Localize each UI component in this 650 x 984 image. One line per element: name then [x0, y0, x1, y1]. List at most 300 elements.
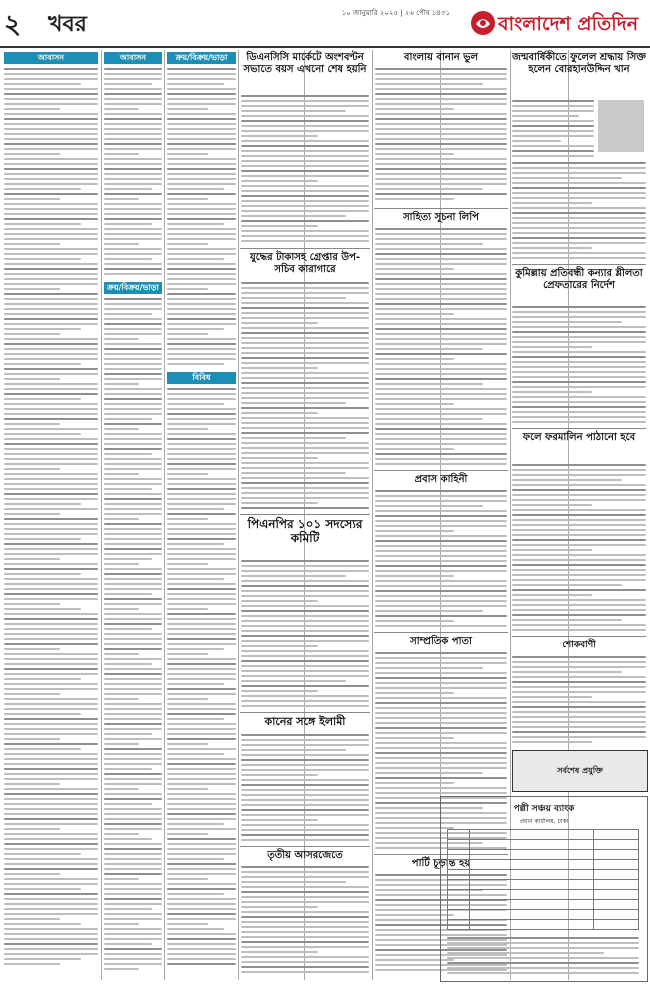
text-line	[512, 167, 646, 169]
text-line	[241, 759, 369, 761]
text-line	[512, 192, 646, 194]
text-line	[167, 908, 236, 910]
text-line	[4, 643, 98, 645]
table-row	[448, 890, 639, 900]
text-line	[104, 468, 162, 470]
text-line	[167, 488, 236, 490]
text-line	[512, 361, 646, 363]
text-line	[241, 941, 369, 943]
text-line	[512, 182, 646, 184]
text-line	[512, 609, 646, 611]
text-line	[241, 432, 369, 434]
text-line	[241, 896, 369, 898]
text-line	[512, 671, 622, 673]
text-line	[167, 473, 208, 475]
text-line	[447, 967, 639, 969]
text-line	[241, 457, 318, 459]
text-line	[4, 723, 98, 725]
text-line	[104, 448, 162, 450]
classified-head-1: আবাসন	[4, 52, 98, 64]
text-line	[241, 871, 369, 873]
text-line	[4, 308, 98, 310]
text-line	[104, 698, 139, 700]
text-line	[104, 348, 162, 350]
text-line	[512, 376, 646, 378]
table-cell	[593, 840, 638, 850]
text-line	[4, 793, 98, 795]
text-line	[512, 396, 646, 398]
text-line	[375, 253, 507, 255]
text-line	[512, 494, 646, 496]
text-line	[375, 418, 483, 420]
text-line	[375, 318, 507, 320]
text-line	[4, 363, 81, 365]
text-line	[104, 718, 162, 720]
text-line	[241, 452, 369, 454]
notice-table	[447, 829, 639, 930]
text-line	[167, 108, 208, 110]
text-line	[104, 68, 162, 70]
text-line	[104, 758, 162, 760]
story-headline-8: তৃতীয় আসরজেতে	[267, 850, 343, 861]
text-line	[512, 731, 646, 733]
table-cell	[448, 850, 470, 860]
text-line	[375, 620, 454, 622]
text-line	[375, 428, 507, 430]
text-line	[241, 605, 369, 607]
table-cell	[593, 910, 638, 920]
text-line	[4, 88, 98, 90]
text-line	[167, 708, 236, 710]
text-line	[512, 232, 646, 234]
text-line	[167, 443, 236, 445]
text-line	[375, 258, 507, 260]
text-line	[104, 528, 162, 530]
text-line	[512, 346, 592, 348]
text-line	[104, 148, 162, 150]
text-line	[4, 713, 81, 715]
text-line	[241, 829, 369, 831]
text-line	[241, 487, 369, 489]
text-line	[241, 307, 369, 309]
text-line	[104, 493, 162, 495]
text-line	[241, 789, 369, 791]
right-headline-3: ফলে ফরমালিন পাঠানো হবে	[522, 432, 636, 443]
text-line	[4, 508, 98, 510]
text-line	[104, 968, 139, 970]
text-line	[241, 690, 318, 692]
text-line	[375, 123, 507, 125]
text-line	[104, 623, 162, 625]
text-line	[4, 208, 98, 210]
classified-head-3b: বিবিধ	[167, 372, 236, 384]
text-line	[375, 143, 507, 145]
text-line	[241, 347, 369, 349]
text-line	[104, 308, 162, 310]
text-line	[512, 381, 646, 383]
text-line	[375, 762, 507, 764]
text-line	[512, 391, 592, 393]
text-line	[167, 913, 236, 915]
text-line	[375, 757, 507, 759]
text-line	[104, 438, 162, 440]
text-line	[375, 268, 454, 270]
text-line	[104, 338, 139, 340]
text-line	[104, 243, 139, 245]
text-line	[104, 633, 162, 635]
text-line	[167, 98, 236, 100]
table-cell	[448, 860, 470, 870]
text-line	[104, 123, 162, 125]
text-line	[167, 748, 236, 750]
text-line	[104, 603, 162, 605]
text-line	[167, 853, 236, 855]
text-line	[167, 163, 236, 165]
table-row	[448, 880, 639, 890]
text-line	[104, 258, 152, 260]
text-line	[241, 610, 369, 612]
text-line	[241, 625, 369, 627]
text-line	[104, 333, 162, 335]
text-line	[167, 818, 236, 820]
text-line	[167, 128, 236, 130]
text-line	[4, 143, 98, 145]
text-line	[4, 98, 98, 100]
text-line	[167, 958, 236, 960]
text-line	[4, 933, 98, 935]
text-line	[375, 590, 507, 592]
text-line	[4, 608, 81, 610]
text-line	[241, 670, 369, 672]
text-line	[104, 483, 162, 485]
text-line	[512, 356, 646, 358]
text-line	[4, 923, 81, 925]
text-line	[241, 901, 369, 903]
text-line	[167, 133, 236, 135]
text-line	[167, 783, 236, 785]
text-line	[167, 933, 236, 935]
text-line	[167, 448, 236, 450]
table-row	[448, 920, 639, 930]
text-line	[512, 110, 594, 112]
text-line	[104, 178, 162, 180]
text-line	[4, 668, 98, 670]
text-line	[4, 118, 98, 120]
text-line	[375, 677, 507, 679]
text-line	[375, 103, 507, 105]
text-line	[4, 848, 98, 850]
text-line	[167, 398, 236, 400]
text-line	[447, 962, 639, 964]
text-line	[104, 808, 162, 810]
text-line	[167, 313, 236, 315]
text-line	[104, 893, 162, 895]
text-line	[375, 233, 507, 235]
text-line	[167, 658, 236, 660]
text-line	[104, 838, 152, 840]
text-line	[4, 93, 98, 95]
text-line	[4, 583, 98, 585]
text-line	[241, 839, 369, 841]
text-line	[375, 383, 483, 385]
text-line	[104, 363, 162, 365]
text-line	[512, 371, 646, 373]
text-line	[241, 881, 346, 883]
text-line	[4, 893, 98, 895]
text-line	[4, 698, 98, 700]
text-line	[167, 518, 208, 520]
text-line	[512, 406, 646, 408]
text-line	[167, 948, 236, 950]
text-line	[104, 443, 162, 445]
text-line	[104, 488, 152, 490]
text-line	[4, 123, 98, 125]
text-line	[104, 673, 162, 675]
text-line	[167, 923, 208, 925]
text-line	[167, 328, 224, 330]
text-line	[104, 668, 162, 670]
text-line	[512, 656, 646, 658]
text-line	[512, 711, 646, 713]
table-cell	[593, 890, 638, 900]
text-line	[104, 303, 162, 305]
table-cell	[593, 830, 638, 840]
text-line	[167, 438, 236, 440]
text-line	[104, 863, 162, 865]
text-line	[167, 808, 236, 810]
text-line	[4, 178, 98, 180]
text-line	[512, 544, 646, 546]
text-line	[167, 178, 236, 180]
text-line	[375, 652, 507, 654]
text-line	[512, 416, 646, 418]
text-line	[167, 273, 236, 275]
text-line	[512, 681, 646, 683]
text-line	[241, 744, 369, 746]
text-line	[241, 332, 369, 334]
text-line	[4, 758, 98, 760]
text-line	[375, 413, 507, 415]
text-line	[375, 363, 507, 365]
text-line	[512, 336, 646, 338]
text-line	[167, 823, 224, 825]
text-line	[104, 848, 162, 850]
text-line	[104, 713, 162, 715]
text-line	[4, 948, 98, 950]
text-line	[167, 223, 224, 225]
text-line	[4, 663, 98, 665]
text-line	[4, 198, 60, 200]
text-line	[4, 263, 98, 265]
text-line	[241, 749, 346, 751]
text-line	[375, 443, 507, 445]
text-line	[375, 193, 507, 195]
text-line	[241, 764, 369, 766]
text-line	[375, 565, 507, 567]
text-line	[104, 508, 162, 510]
text-line	[512, 721, 646, 723]
text-line	[4, 173, 98, 175]
text-line	[241, 230, 369, 232]
table-cell	[593, 900, 638, 910]
text-line	[167, 193, 236, 195]
text-line	[241, 794, 369, 796]
text-line	[375, 88, 507, 90]
notice-title: পল্লী সঞ্চয় ব্যাংক	[513, 804, 575, 814]
text-line	[375, 682, 507, 684]
page-number: ২	[4, 10, 21, 40]
text-line	[167, 583, 236, 585]
text-line	[4, 868, 98, 870]
text-line	[375, 358, 454, 360]
text-line	[104, 578, 162, 580]
obituary-headline: শোকবাণী	[562, 640, 596, 650]
text-line	[167, 598, 236, 600]
text-line	[4, 403, 98, 405]
table-cell	[448, 920, 470, 930]
text-line	[375, 453, 507, 455]
text-line	[4, 408, 98, 410]
notice-subtitle: প্রধান কার্যালয়, ঢাকা	[519, 818, 569, 825]
text-line	[375, 333, 507, 335]
text-line	[167, 638, 236, 640]
text-line	[512, 736, 646, 738]
text-line	[4, 828, 60, 830]
text-line	[4, 573, 81, 575]
text-line	[512, 564, 646, 566]
text-line	[167, 73, 236, 75]
text-line	[167, 608, 208, 610]
text-line	[4, 708, 98, 710]
text-line	[4, 913, 98, 915]
text-line	[104, 818, 162, 820]
text-line	[241, 357, 369, 359]
text-line	[375, 687, 507, 689]
text-line	[167, 423, 236, 425]
text-line	[167, 408, 236, 410]
text-line	[241, 220, 369, 222]
text-line	[167, 768, 236, 770]
text-line	[241, 372, 369, 374]
text-line	[241, 645, 318, 647]
text-line	[4, 438, 98, 440]
text-line	[512, 105, 594, 107]
text-line	[167, 548, 236, 550]
text-line	[167, 553, 236, 555]
text-line	[512, 311, 646, 313]
table-cell	[448, 880, 470, 890]
text-line	[375, 657, 507, 659]
text-line	[104, 733, 152, 735]
text-line	[167, 483, 236, 485]
text-line	[167, 648, 224, 650]
text-line	[241, 809, 369, 811]
text-line	[104, 423, 162, 425]
text-line	[4, 513, 60, 515]
text-line	[512, 242, 646, 244]
text-line	[4, 633, 98, 635]
text-line	[512, 716, 646, 718]
text-line	[375, 490, 507, 492]
text-line	[375, 328, 507, 330]
text-line	[4, 638, 98, 640]
text-line	[167, 828, 236, 830]
text-line	[375, 505, 483, 507]
text-line	[4, 248, 98, 250]
text-line	[104, 203, 162, 205]
text-line	[375, 580, 507, 582]
text-line	[167, 573, 236, 575]
text-line	[167, 578, 224, 580]
text-line	[4, 733, 98, 735]
text-line	[167, 623, 236, 625]
text-line	[375, 283, 507, 285]
text-line	[375, 433, 507, 435]
text-line	[104, 558, 152, 560]
text-line	[375, 273, 507, 275]
text-line	[241, 195, 369, 197]
text-line	[167, 253, 236, 255]
text-line	[4, 533, 98, 535]
text-line	[241, 337, 369, 339]
text-line	[104, 93, 162, 95]
text-line	[241, 185, 369, 187]
text-line	[4, 703, 98, 705]
text-line	[512, 125, 594, 127]
text-line	[375, 133, 507, 135]
table-cell	[448, 830, 470, 840]
text-line	[241, 936, 369, 938]
table-row	[448, 870, 639, 880]
text-line	[241, 650, 369, 652]
text-line	[167, 503, 236, 505]
text-line	[241, 590, 369, 592]
text-line	[512, 145, 594, 147]
text-line	[375, 323, 507, 325]
text-line	[104, 813, 162, 815]
text-line	[512, 150, 594, 152]
text-line	[4, 808, 98, 810]
text-line	[104, 533, 162, 535]
story-text-7	[375, 490, 507, 630]
text-line	[167, 758, 236, 760]
text-line	[104, 113, 162, 115]
text-line	[375, 662, 507, 664]
text-line	[4, 743, 98, 745]
text-line	[104, 183, 162, 185]
text-line	[167, 348, 236, 350]
text-line	[512, 421, 646, 423]
text-line	[104, 833, 139, 835]
text-line	[104, 263, 162, 265]
text-line	[241, 580, 369, 582]
text-line	[4, 68, 98, 70]
text-line	[167, 453, 236, 455]
text-line	[4, 898, 98, 900]
text-line	[512, 140, 561, 142]
text-line	[375, 148, 507, 150]
text-line	[4, 953, 98, 955]
text-line	[167, 893, 224, 895]
text-line	[167, 433, 236, 435]
text-line	[241, 215, 346, 217]
text-line	[512, 341, 646, 343]
text-line	[512, 207, 646, 209]
text-line	[375, 183, 507, 185]
text-line	[4, 148, 98, 150]
text-line	[167, 718, 224, 720]
text-line	[241, 754, 369, 756]
